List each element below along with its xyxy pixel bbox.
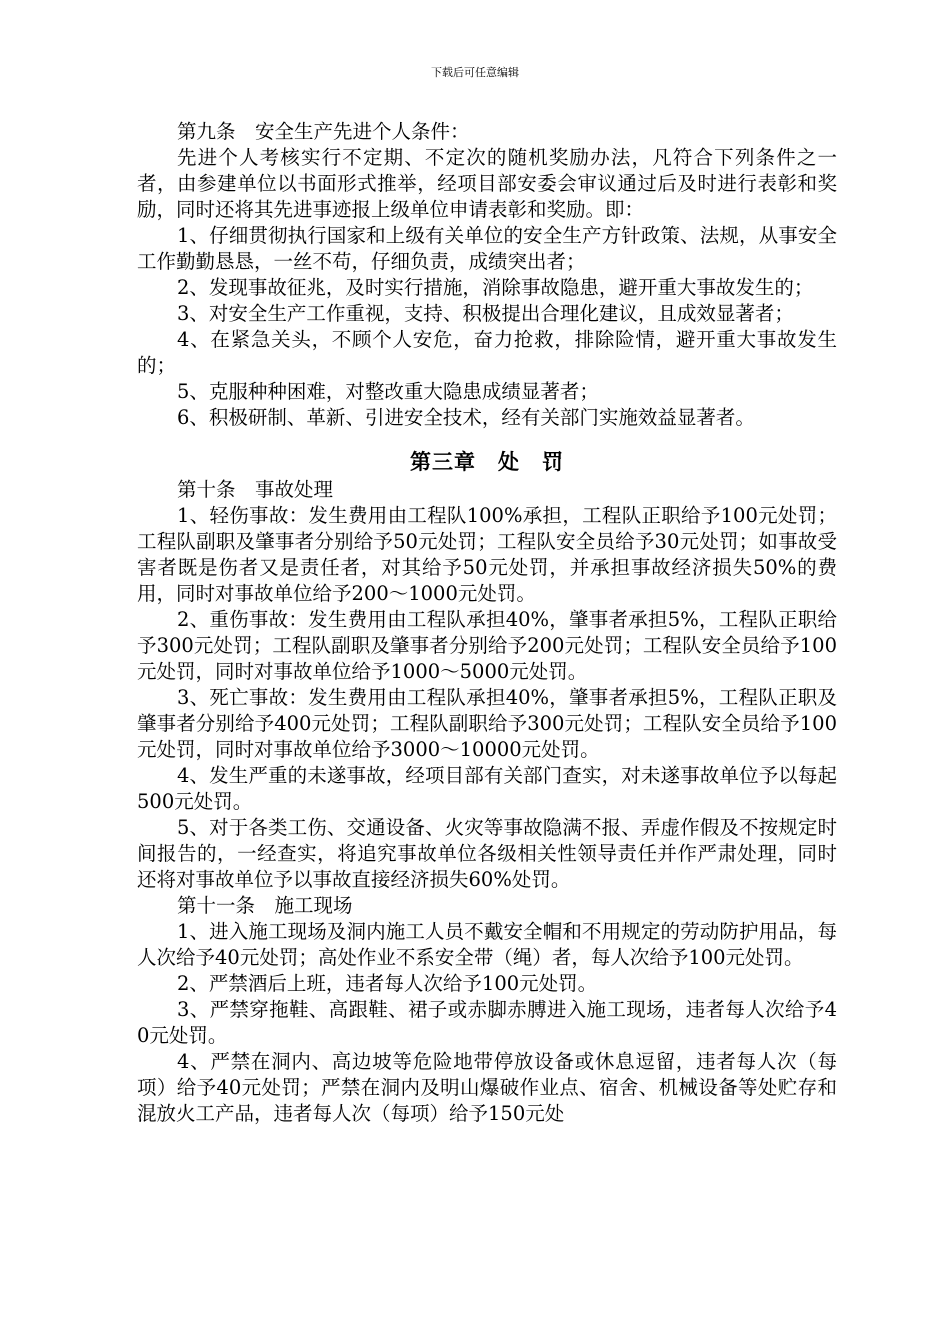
section-9-title: 第九条 安全生产先进个人条件：: [177, 120, 470, 143]
section-11-item-3: 3、严禁穿拖鞋、高跟鞋、裙子或赤脚赤膊进入施工现场，违者每人次给予40元处罚。: [137, 998, 837, 1047]
section-9-item-5: 5、克服种种困难，对整改重大隐患成绩显著者；: [177, 380, 599, 403]
document-body: [137, 119, 837, 1127]
section-10-item-3: 3、死亡事故：发生费用由工程队承担40%，肇事者承担5%，工程队正职及肇事者分别给予400元处罚；工程队副职给予300元处罚；工程队安全员给予100元处罚，同时对事故单位给予3000～10000元处罚。: [137, 686, 837, 761]
section-11-item-1: 1、进入施工现场及洞内施工人员不戴安全帽和不用规定的劳动防护用品，每人次给予40元处罚；高处作业不系安全带（绳）者，每人次给予100元处罚。: [137, 920, 837, 969]
section-9-item-1: 1、仔细贯彻执行国家和上级有关单位的安全生产方针政策、法规，从事安全工作勤勤恳恳，一丝不苟，仔细负责，成绩突出者；: [137, 224, 837, 273]
section-11-item-4: 4、严禁在洞内、高边坡等危险地带停放设备或休息逗留，违者每人次（每项）给予40元处罚；严禁在洞内及明山爆破作业点、宿舍、机械设备等处贮存和混放火工产品，违者每人次（每项）给予150元处: [137, 1050, 837, 1125]
section-9-item-4: 4、在紧急关头，不顾个人安危，奋力抢救，排除险情，避开重大事故发生的；: [137, 328, 837, 377]
section-9-item-2: 2、发现事故征兆，及时实行措施，消除事故隐患，避开重大事故发生的；: [177, 276, 814, 299]
page-header-note: 下载后可任意编辑: [431, 66, 519, 79]
section-9-item-6: 6、积极研制、革新、引进安全技术，经有关部门实施效益显著者。: [177, 406, 755, 429]
section-9-intro: 先进个人考核实行不定期、不定次的随机奖励办法，凡符合下列条件之一者，由参建单位以书面形式推举，经项目部安委会审议通过后及时进行表彰和奖励，同时还将其先进事迹报上级单位申请表彰和奖励。即：: [137, 146, 837, 221]
section-9-item-3: 3、对安全生产工作重视，支持、积极提出合理化建议，且成效显著者；: [177, 302, 794, 325]
chapter-3-heading: 第三章 处 罚: [410, 449, 564, 474]
section-10-item-2: 2、重伤事故：发生费用由工程队承担40%，肇事者承担5%，工程队正职给予300元处罚；工程队副职及肇事者分别给予200元处罚；工程队安全员给予100元处罚，同时对事故单位给予1000～5000元处罚。: [137, 608, 837, 683]
section-10-item-5: 5、对于各类工伤、交通设备、火灾等事故隐满不报、弄虚作假及不按规定时间报告的，一经查实，将追究事故单位各级相关性领导责任并作严肃处理，同时还将对事故单位予以事故直接经济损失60%处罚。: [137, 816, 837, 891]
section-11-title: 第十一条 施工现场: [177, 894, 353, 917]
section-10-item-1: 1、轻伤事故：发生费用由工程队100%承担，工程队正职给予100元处罚；工程队副职及肇事者分别给予50元处罚；工程队安全员给予30元处罚；如事故受害者既是伤者又是责任者，对其给予50元处罚，并承担事故经济损失50%的费用，同时对事故单位给予200～1000元处罚。: [137, 504, 837, 605]
section-10-item-4: 4、发生严重的未遂事故，经项目部有关部门查实，对未遂事故单位予以每起500元处罚。: [137, 764, 837, 813]
section-10-title: 第十条 事故处理: [177, 478, 334, 501]
section-11-item-2: 2、严禁酒后上班，违者每人次给予100元处罚。: [177, 972, 598, 995]
